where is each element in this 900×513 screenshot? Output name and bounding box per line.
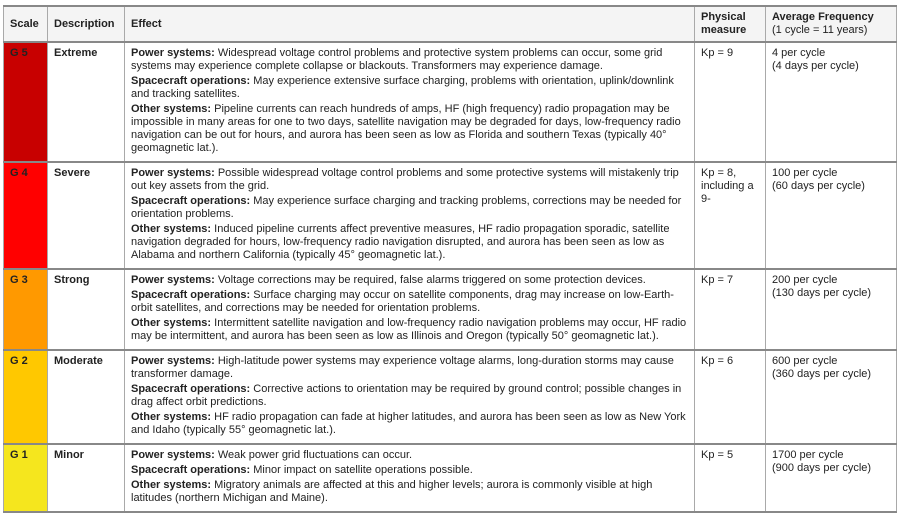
table-row [4, 269, 897, 350]
description-cell: Minor [48, 444, 125, 512]
effect-label: Power systems: [131, 355, 215, 367]
effect-text: Minor impact on satellite operations possible. [250, 464, 473, 476]
effect-text: Corrective actions to orientation may be required by ground control; possible changes in drag affect orbit predictions. [131, 383, 682, 408]
effect-cell [125, 350, 695, 444]
physical-measure-cell: Kp = 7 [695, 269, 766, 350]
geomagnetic-storm-scale-table [3, 5, 897, 513]
frequency-value: 1700 per cycle [772, 449, 844, 461]
table-row [4, 162, 897, 269]
physical-measure-cell: Kp = 5 [695, 444, 766, 512]
physical-measure-cell: Kp = 6 [695, 350, 766, 444]
effect-label: Other systems: [131, 103, 212, 115]
frequency-days: (900 days per cycle) [772, 462, 872, 474]
table-row [4, 350, 897, 444]
effect-item [131, 449, 688, 462]
table-row [4, 444, 897, 512]
description-cell: Extreme [48, 42, 125, 162]
frequency-cell [766, 42, 897, 162]
effect-text: Surface charging may occur on satellite components, drag may increase on low-Earth-orbit satellites, and corrections may be needed for orientation problems. [131, 289, 674, 314]
header-description: Description [48, 6, 125, 42]
effect-label: Other systems: [131, 223, 212, 235]
table-row [4, 42, 897, 162]
header-scale: Scale [4, 6, 48, 42]
effect-item [131, 167, 688, 193]
effect-text: Widespread voltage control problems and protective system problems can occur, some grid systems may experience complete collapse or blackouts. Transformers may experience damage. [131, 47, 663, 72]
effect-item [131, 479, 688, 505]
frequency-value: 4 per cycle [772, 47, 826, 59]
effect-item [131, 317, 688, 343]
effect-item [131, 274, 688, 287]
effect-label: Power systems: [131, 167, 215, 179]
effect-item [131, 464, 688, 477]
header-row [4, 6, 897, 42]
frequency-days: (360 days per cycle) [772, 368, 872, 380]
physical-measure-cell: Kp = 9 [695, 42, 766, 162]
header-effect: Effect [125, 6, 695, 42]
header-average-frequency [766, 6, 897, 42]
effect-text: Intermittent satellite navigation and low-frequency radio navigation problems may occur, HF radio may be intermittent, and aurora has been seen as low as Illinois and Oregon (typically 50° geomagnetic lat.). [131, 317, 687, 342]
header-physical-measure: Physical measure [695, 6, 766, 42]
effect-text: HF radio propagation can fade at higher latitudes, and aurora has been seen as low as New York and Idaho (typically 55° geomagnetic lat.). [131, 411, 686, 436]
scale-cell: G 1 [4, 444, 48, 512]
effect-label: Spacecraft operations: [131, 464, 251, 476]
effect-item [131, 289, 688, 315]
effect-item [131, 103, 688, 155]
description-cell: Strong [48, 269, 125, 350]
frequency-value: 200 per cycle [772, 274, 838, 286]
frequency-cell [766, 444, 897, 512]
effect-text: May experience surface charging and tracking problems, corrections may be needed for orientation problems. [131, 195, 682, 220]
frequency-days: (4 days per cycle) [772, 60, 859, 72]
effect-label: Spacecraft operations: [131, 289, 251, 301]
frequency-cell [766, 350, 897, 444]
effect-text: Migratory animals are affected at this and higher levels; aurora is commonly visible at high latitudes (northern Michigan and Maine). [131, 479, 653, 504]
effect-cell [125, 444, 695, 512]
scale-cell: G 3 [4, 269, 48, 350]
frequency-days: (130 days per cycle) [772, 287, 872, 299]
frequency-cell [766, 269, 897, 350]
effect-cell [125, 269, 695, 350]
header-average-frequency-label: Average Frequency [772, 11, 874, 23]
effect-item [131, 75, 688, 101]
effect-text: Possible widespread voltage control problems and some protective systems will mistakenly trip out key assets from the grid. [131, 167, 679, 192]
effect-item [131, 47, 688, 73]
frequency-value: 600 per cycle [772, 355, 838, 367]
effect-label: Spacecraft operations: [131, 75, 251, 87]
frequency-days: (60 days per cycle) [772, 180, 865, 192]
description-cell: Severe [48, 162, 125, 269]
effect-item [131, 383, 688, 409]
effect-text: Weak power grid fluctuations can occur. [214, 449, 413, 461]
effect-item [131, 411, 688, 437]
effect-text: High-latitude power systems may experience voltage alarms, long-duration storms may cause transformer damage. [131, 355, 674, 380]
effect-label: Power systems: [131, 274, 215, 286]
frequency-value: 100 per cycle [772, 167, 838, 179]
effect-label: Other systems: [131, 479, 212, 491]
effect-item [131, 355, 688, 381]
effect-item [131, 223, 688, 262]
scale-cell: G 5 [4, 42, 48, 162]
scale-cell: G 2 [4, 350, 48, 444]
effect-text: Pipeline currents can reach hundreds of amps, HF (high frequency) radio propagation may be impossible in many areas for one to two days, satellite navigation may be degraded for days, low-frequency radio navigation can be out for hours, and aurora has been seen as low as Florida and southern Texas (typically 40° geomagnetic lat.). [131, 103, 681, 154]
effect-text: Induced pipeline currents affect preventive measures, HF radio propagation sporadic, satellite navigation degraded for hours, low-frequency radio navigation disrupted, and aurora has been seen as low as Alabama and northern California (typically 45° geomagnetic lat.). [131, 223, 670, 261]
scale-cell: G 4 [4, 162, 48, 269]
effect-text: May experience extensive surface charging, problems with orientation, uplink/downlink and tracking satellites. [131, 75, 674, 100]
effect-label: Spacecraft operations: [131, 195, 251, 207]
effect-label: Other systems: [131, 317, 212, 329]
effect-label: Spacecraft operations: [131, 383, 251, 395]
effect-text: Voltage corrections may be required, false alarms triggered on some protection devices. [214, 274, 646, 286]
header-average-frequency-note: (1 cycle = 11 years) [772, 24, 868, 36]
effect-item [131, 195, 688, 221]
effect-label: Power systems: [131, 47, 215, 59]
effect-cell [125, 42, 695, 162]
effect-cell [125, 162, 695, 269]
physical-measure-cell: Kp = 8, including a 9- [695, 162, 766, 269]
description-cell: Moderate [48, 350, 125, 444]
frequency-cell [766, 162, 897, 269]
effect-label: Other systems: [131, 411, 212, 423]
effect-label: Power systems: [131, 449, 215, 461]
